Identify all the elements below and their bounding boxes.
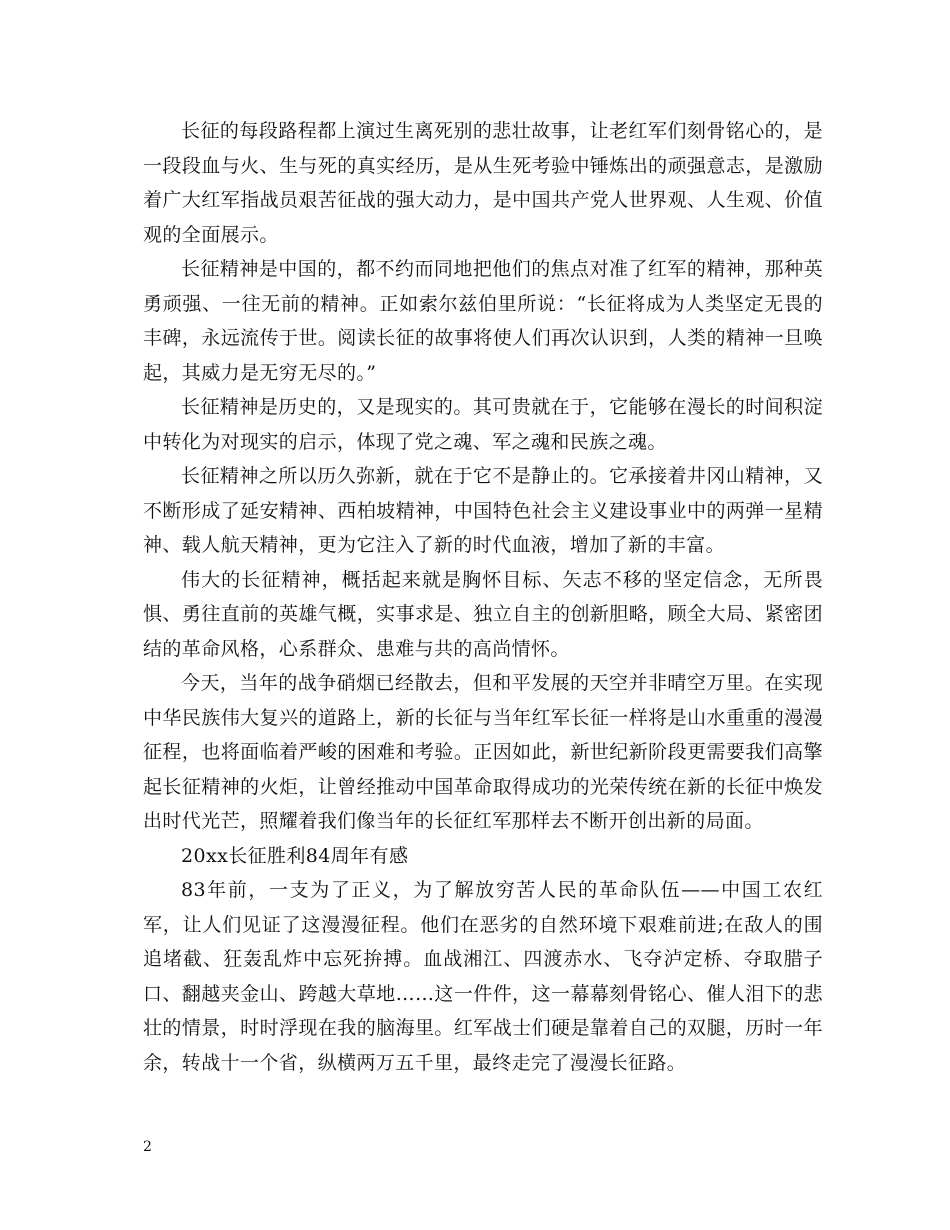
paragraph: 伟大的长征精神，概括起来就是胸怀目标、矢志不移的坚定信念，无所畏惧、勇往直前的英雄气概，实事求是、独立自主的创新胆略，顾全大局、紧密团结的革命风格，心系群众、患难与共的高尚情怀。: [143, 568, 823, 660]
paragraph: 长征精神是历史的，又是现实的。其可贵就在于，它能够在漫长的时间积淀中转化为对现实的启示，体现了党之魂、军之魂和民族之魂。: [143, 396, 823, 453]
paragraph: 长征精神之所以历久弥新，就在于它不是静止的。它承接着井冈山精神，又不断形成了延安精神、西柏坡精神，中国特色社会主义建设事业中的两弹一星精神、载人航天精神，更为它注入了新的时代血液，增加了新的丰富。: [143, 465, 823, 556]
paragraph: 83年前，一支为了正义，为了解放穷苦人民的革命队伍——中国工农红军，让人们见证了这漫漫征程。他们在恶劣的自然环境下艰难前进;在敌人的围追堵截、狂轰乱炸中忘死拚搏。血战湘江、四渡赤水、飞夺泸定桥、夺取腊子口、翻越夹金山、跨越大草地……这一件件，这一幕幕刻骨铭心、催人泪下的悲壮的情景，时时浮现在我的脑海里。红军战士们硬是靠着自己的双腿，历时一年余，转战十一个省，纵横两万五千里，最终走完了漫漫长征路。: [143, 879, 823, 1074]
section-heading: 20xx长征胜利84周年有感: [181, 844, 409, 867]
body-text: [143, 114, 823, 1080]
page-number: 2: [143, 1139, 152, 1155]
paragraph: 长征精神是中国的，都不约而同地把他们的焦点对准了红军的精神，那种英勇顽强、一往无前的精神。正如索尔兹伯里所说：“长征将成为人类坚定无畏的丰碑，永远流传于世。阅读长征的故事将使人们再次认识到，人类的精神一旦唤起，其威力是无穷无尽的。”: [143, 258, 823, 384]
paragraph: 今天，当年的战争硝烟已经散去，但和平发展的天空并非晴空万里。在实现中华民族伟大复兴的道路上，新的长征与当年红军长征一样将是山水重重的漫漫征程，也将面临着严峻的困难和考验。正因如此，新世纪新阶段更需要我们高擎起长征精神的火炬，让曾经推动中国革命取得成功的光荣传统在新的长征中焕发出时代光芒，照耀着我们像当年的长征红军那样去不断开创出新的局面。: [143, 672, 823, 832]
paragraph: 长征的每段路程都上演过生离死别的悲壮故事，让老红军们刻骨铭心的，是一段段血与火、生与死的真实经历，是从生死考验中锤炼出的顽强意志，是激励着广大红军指战员艰苦征战的强大动力，是中国共产党人世界观、人生观、价值观的全面展示。: [143, 120, 823, 246]
